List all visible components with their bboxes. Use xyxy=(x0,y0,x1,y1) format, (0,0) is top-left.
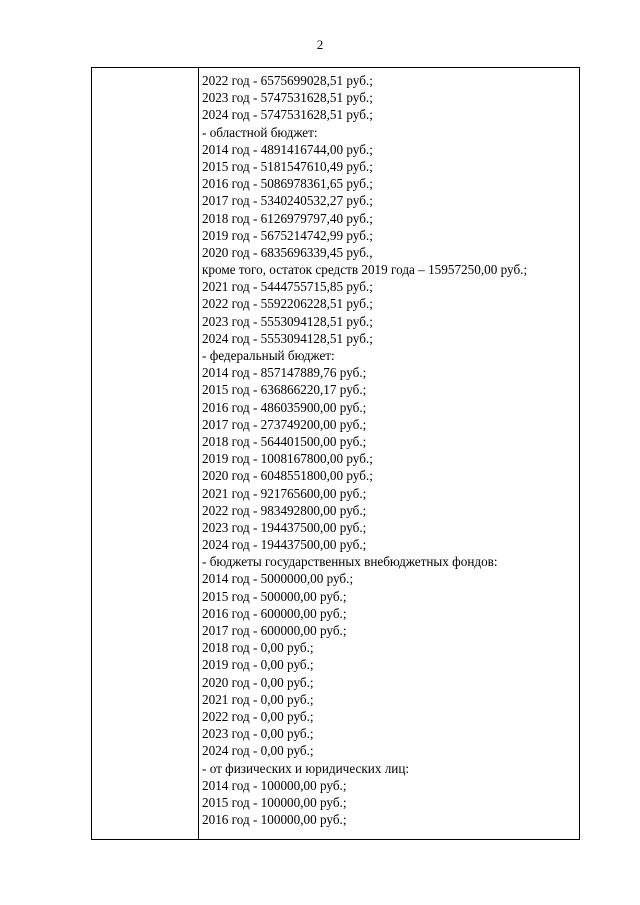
funding-line: - от физических и юридических лиц: xyxy=(202,760,410,776)
funding-line: 2018 год - 0,00 руб.; xyxy=(202,640,314,656)
funding-line: - бюджеты государственных внебюджетных фондов: xyxy=(202,554,498,570)
funding-line: 2023 год - 0,00 руб.; xyxy=(202,726,314,742)
funding-line: 2018 год - 564401500,00 руб.; xyxy=(202,433,367,449)
funding-line: 2023 год - 5553094128,51 руб.; xyxy=(202,313,373,329)
funding-line: 2021 год - 5444755715,85 руб.; xyxy=(202,279,373,295)
funding-line: 2015 год - 500000,00 руб.; xyxy=(202,588,347,604)
funding-line: 2016 год - 100000,00 руб.; xyxy=(202,812,347,828)
column-divider xyxy=(198,68,199,839)
funding-line: 2020 год - 6835696339,45 руб., xyxy=(202,244,373,260)
table-left-cell xyxy=(92,68,198,839)
funding-line: 2015 год - 5181547610,49 руб.; xyxy=(202,158,373,174)
funding-line: 2020 год - 6048551800,00 руб.; xyxy=(202,468,373,484)
funding-line: 2015 год - 636866220,17 руб.; xyxy=(202,382,367,398)
funding-line: 2017 год - 600000,00 руб.; xyxy=(202,623,347,638)
funding-line: 2015 год - 100000,00 руб.; xyxy=(202,794,347,810)
funding-line: 2022 год - 5592206228,51 руб.; xyxy=(202,296,373,312)
funding-line: 2021 год - 0,00 руб.; xyxy=(202,691,314,707)
funding-line: 2014 год - 4891416744,00 руб.; xyxy=(202,141,373,157)
funding-line: 2022 год - 6575699028,51 руб.; xyxy=(202,73,373,88)
funding-line: 2023 год - 194437500,00 руб.; xyxy=(202,519,367,535)
funding-line: 2024 год - 5553094128,51 руб.; xyxy=(202,330,373,346)
funding-line: 2024 год - 194437500,00 руб.; xyxy=(202,537,367,553)
funding-line: 2019 год - 0,00 руб.; xyxy=(202,657,314,673)
funding-line: 2016 год - 600000,00 руб.; xyxy=(202,605,347,621)
funding-line: 2022 год - 0,00 руб.; xyxy=(202,708,314,724)
funding-line: 2016 год - 486035900,00 руб.; xyxy=(202,399,367,415)
funding-line: 2014 год - 100000,00 руб.; xyxy=(202,777,347,793)
funding-line: 2021 год - 921765600,00 руб.; xyxy=(202,485,367,501)
funding-line: 2024 год - 0,00 руб.; xyxy=(202,743,314,759)
page-number: 2 xyxy=(316,37,324,52)
funding-line: 2014 год - 5000000,00 руб.; xyxy=(202,571,354,587)
funding-line: 2017 год - 5340240532,27 руб.; xyxy=(202,193,373,209)
funding-line: - областной бюджет: xyxy=(202,124,318,140)
funding-line: 2017 год - 273749200,00 руб.; xyxy=(202,416,367,432)
funding-line: 2023 год - 5747531628,51 руб.; xyxy=(202,90,373,106)
funding-line: 2018 год - 6126979797,40 руб.; xyxy=(202,210,373,226)
funding-line: 2014 год - 857147889,76 руб.; xyxy=(202,365,367,381)
funding-line: 2016 год - 5086978361,65 руб.; xyxy=(202,176,373,192)
funding-line: 2024 год - 5747531628,51 руб.; xyxy=(202,107,373,123)
funding-line: 2019 год - 1008167800,00 руб.; xyxy=(202,451,373,467)
funding-table xyxy=(91,67,580,840)
table-right-cell xyxy=(202,72,577,828)
funding-line: кроме того, остаток средств 2019 года – 15957250,00 руб.; xyxy=(202,262,528,278)
funding-line: 2019 год - 5675214742,99 руб.; xyxy=(202,227,373,243)
funding-line: 2020 год - 0,00 руб.; xyxy=(202,674,314,690)
funding-line: 2022 год - 983492800,00 руб.; xyxy=(202,502,367,518)
funding-line: - федеральный бюджет: xyxy=(202,348,335,363)
